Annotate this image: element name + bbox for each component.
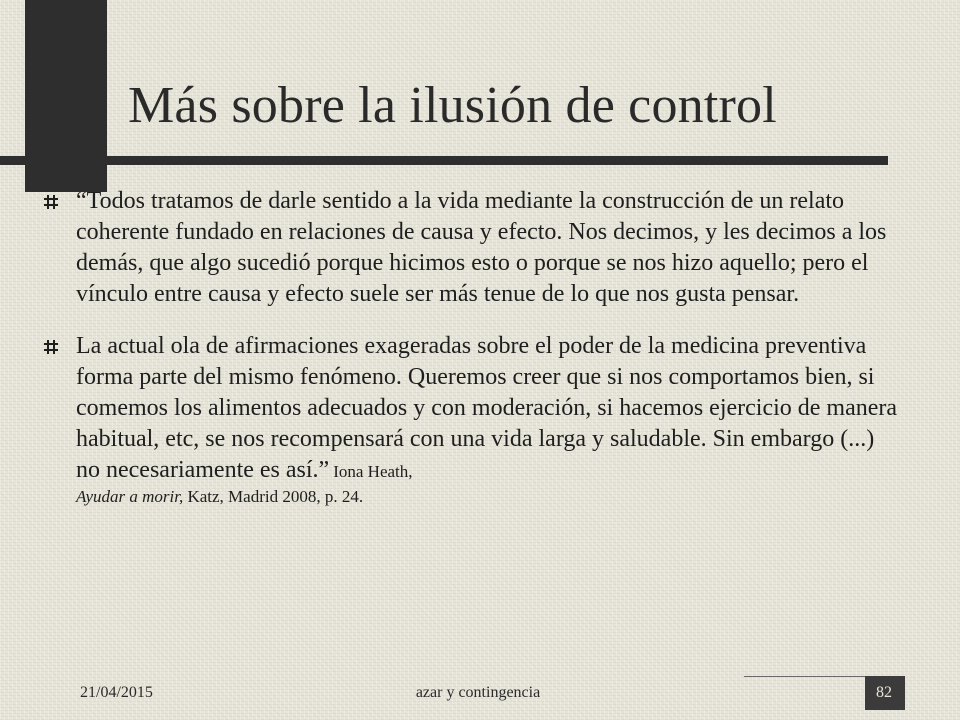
footer-rule: [744, 676, 865, 677]
citation-author: Iona Heath,: [333, 462, 413, 481]
bullet-text: “Todos tratamos de darle sentido a la vida mediante la construcción de un relato coherente fundado en relaciones de causa y efecto. Nos decimos, y les decimos a los demás, que algo sucedió porque hicimos esto o porque se nos hizo aquello; pero el vínculo entre causa y efecto suele ser más tenue de lo que nos gusta pensar.: [76, 188, 887, 307]
slide-title: Más sobre la ilusión de control: [128, 77, 777, 134]
footer-date: 21/04/2015: [80, 684, 153, 701]
citation-book: Ayudar a morir,: [76, 487, 184, 506]
bullet-item-quote: [44, 186, 904, 310]
bullet-body: La actual ola de afirmaciones exageradas sobre el poder de la medicina preventiva forma parte del mismo fenómeno. Queremos creer que si nos comportamos bien, si comemos los alimentos adecuados y con moderación, si hacemos ejercicio de manera habitual, etc, se nos recompensará con una vida larga y saludable. Sin embargo (...) no necesariamente es así.”: [76, 333, 898, 483]
hash-square-icon: [44, 340, 58, 354]
hash-square-icon: [44, 195, 58, 209]
citation-line: [76, 487, 904, 507]
decorative-horizontal-bar: [0, 156, 888, 165]
bullet-item-medicine: [44, 331, 904, 507]
footer-center-text: azar y contingencia: [415, 684, 541, 701]
bullet-list: [44, 186, 904, 507]
bullet-text: [76, 331, 904, 507]
page-number: 82: [876, 684, 892, 701]
citation-publisher: Katz, Madrid 2008, p. 24.: [183, 487, 364, 506]
